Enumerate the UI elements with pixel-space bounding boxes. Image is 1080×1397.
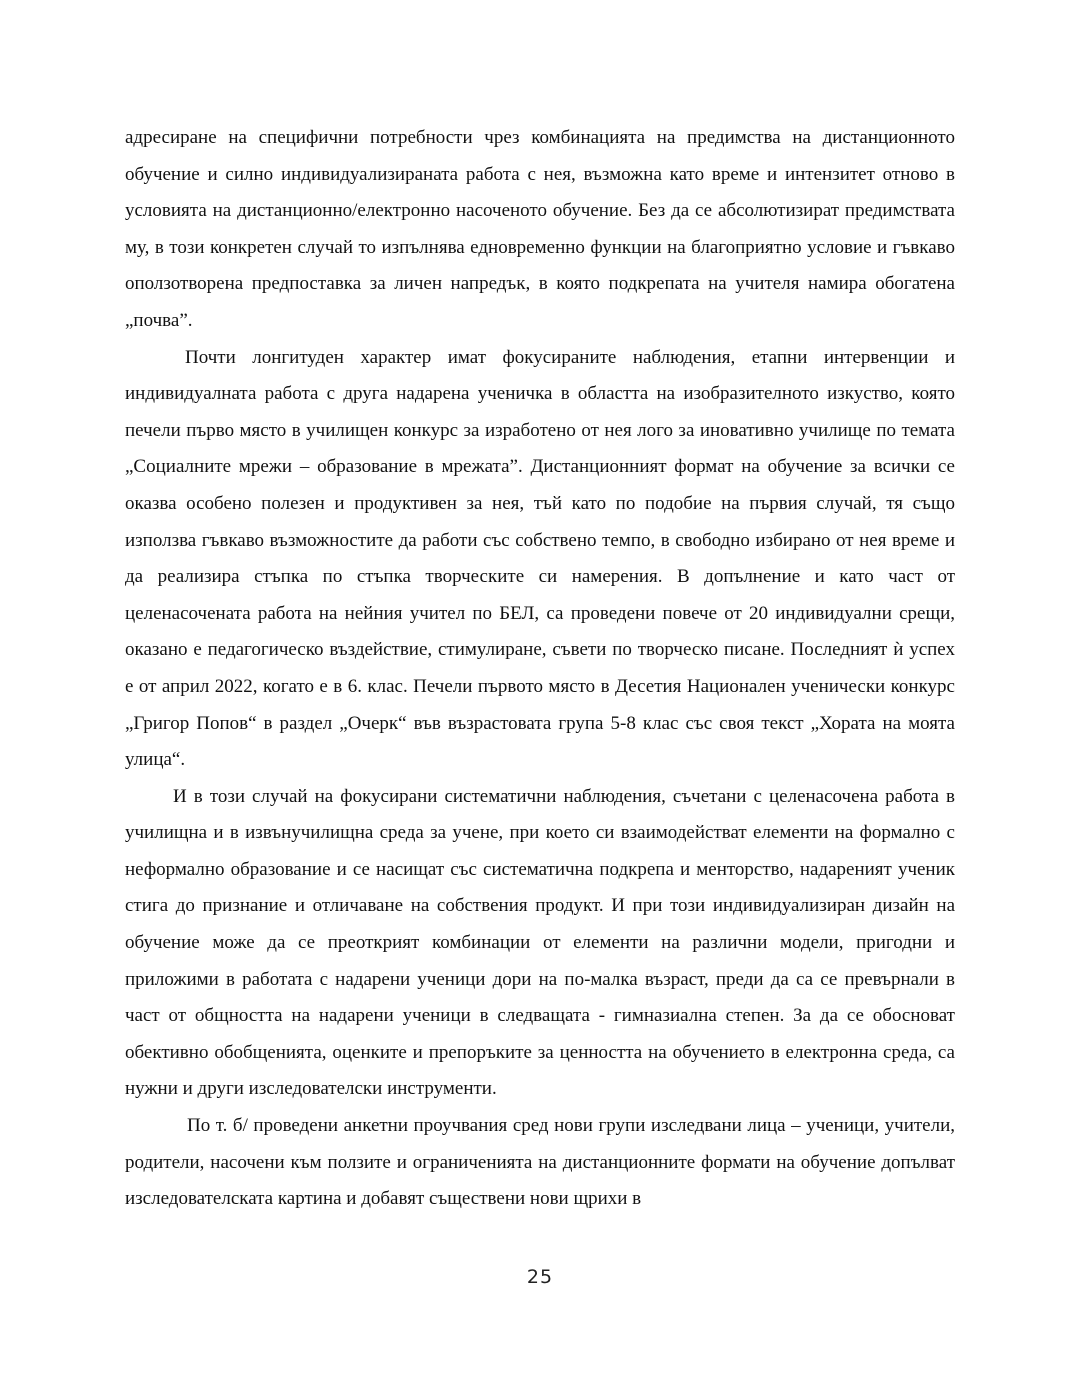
document-body bbox=[125, 120, 955, 1218]
paragraph-continuation: адресиране на специфични потребности чрез комбинацията на предимства на дистанционното обучение и силно индивидуализираната работа с нея, възможна като време и интензитет отново в условията на дистанционно/електронно насоченото обучение. Без да се абсолютизират предимствата му, в този конкретен случай то изпълнява едновременно функции на благоприятно условие и гъвкаво оползотворена предпоставка за личен напредък, в която подкрепата на учителя намира обогатена „почва”. bbox=[125, 127, 955, 331]
paragraph-surveys: По т. б/ проведени анкетни проучвания сред нови групи изследвани лица – ученици, учители, родители, насочени към ползите и ограниченията на дистанционните формати на обучение допълват изследователската картина и добавят съществени нови щрихи в bbox=[125, 1115, 955, 1210]
page-number: 25 bbox=[526, 1266, 554, 1288]
paragraph-systematic-observations: И в този случай на фокусирани систематични наблюдения, съчетани с целенасочена работа в училищна и в извънучилищна среда за учене, при което си взаимодействат елементи на формално с неформално образование и се насищат със систематична подкрепа и менторство, надареният ученик стига до признание и отличаване на собствения продукт. И при този индивидуализиран дизайн на обучение може да се преоткрият комбинации от елементи на различни модели, пригодни и приложими в работата с надарени ученици дори на по-малка възраст, преди да са се превърнали в част от общността на надарени ученици в следващата - гимназиална степен. За да се обосноват обективно обобщенията, оценките и препоръките за ценността на обучението в електронна среда, са нужни и други изследователски инструменти. bbox=[125, 785, 955, 1100]
paragraph-longitudinal-case: Почти лонгитуден характер имат фокусираните наблюдения, етапни интервенции и индивидуалната работа с друга надарена ученичка в областта на изобразителното изкуство, която печели първо място в училищен конкурс за изработено от нея лого за иновативно училище по темата „Социалните мрежи – образование в мрежата”. Дистанционният формат на обучение за всички се оказва особено полезен и продуктивен за нея, тъй като по подобие на първия случай, тя също използва гъвкаво възможностите да работи със собствено темпо, в свободно избирано от нея време и да реализира стъпка по стъпка творческите си намерения. В допълнение и като част от целенасочената работа на нейния учител по БЕЛ, са проведени повече от 20 индивидуални срещи, оказано е педагогическо въздействие, стимулиране, съвети по творческо писане. Последният ѝ успех е от април 2022, когато е в 6. клас. Печели първото място в Десетия Национален ученически конкурс „Григор Попов“ в раздел „Очерк“ във възрастовата група 5-8 клас със своя текст „Хората на моята улица“. bbox=[125, 346, 955, 771]
